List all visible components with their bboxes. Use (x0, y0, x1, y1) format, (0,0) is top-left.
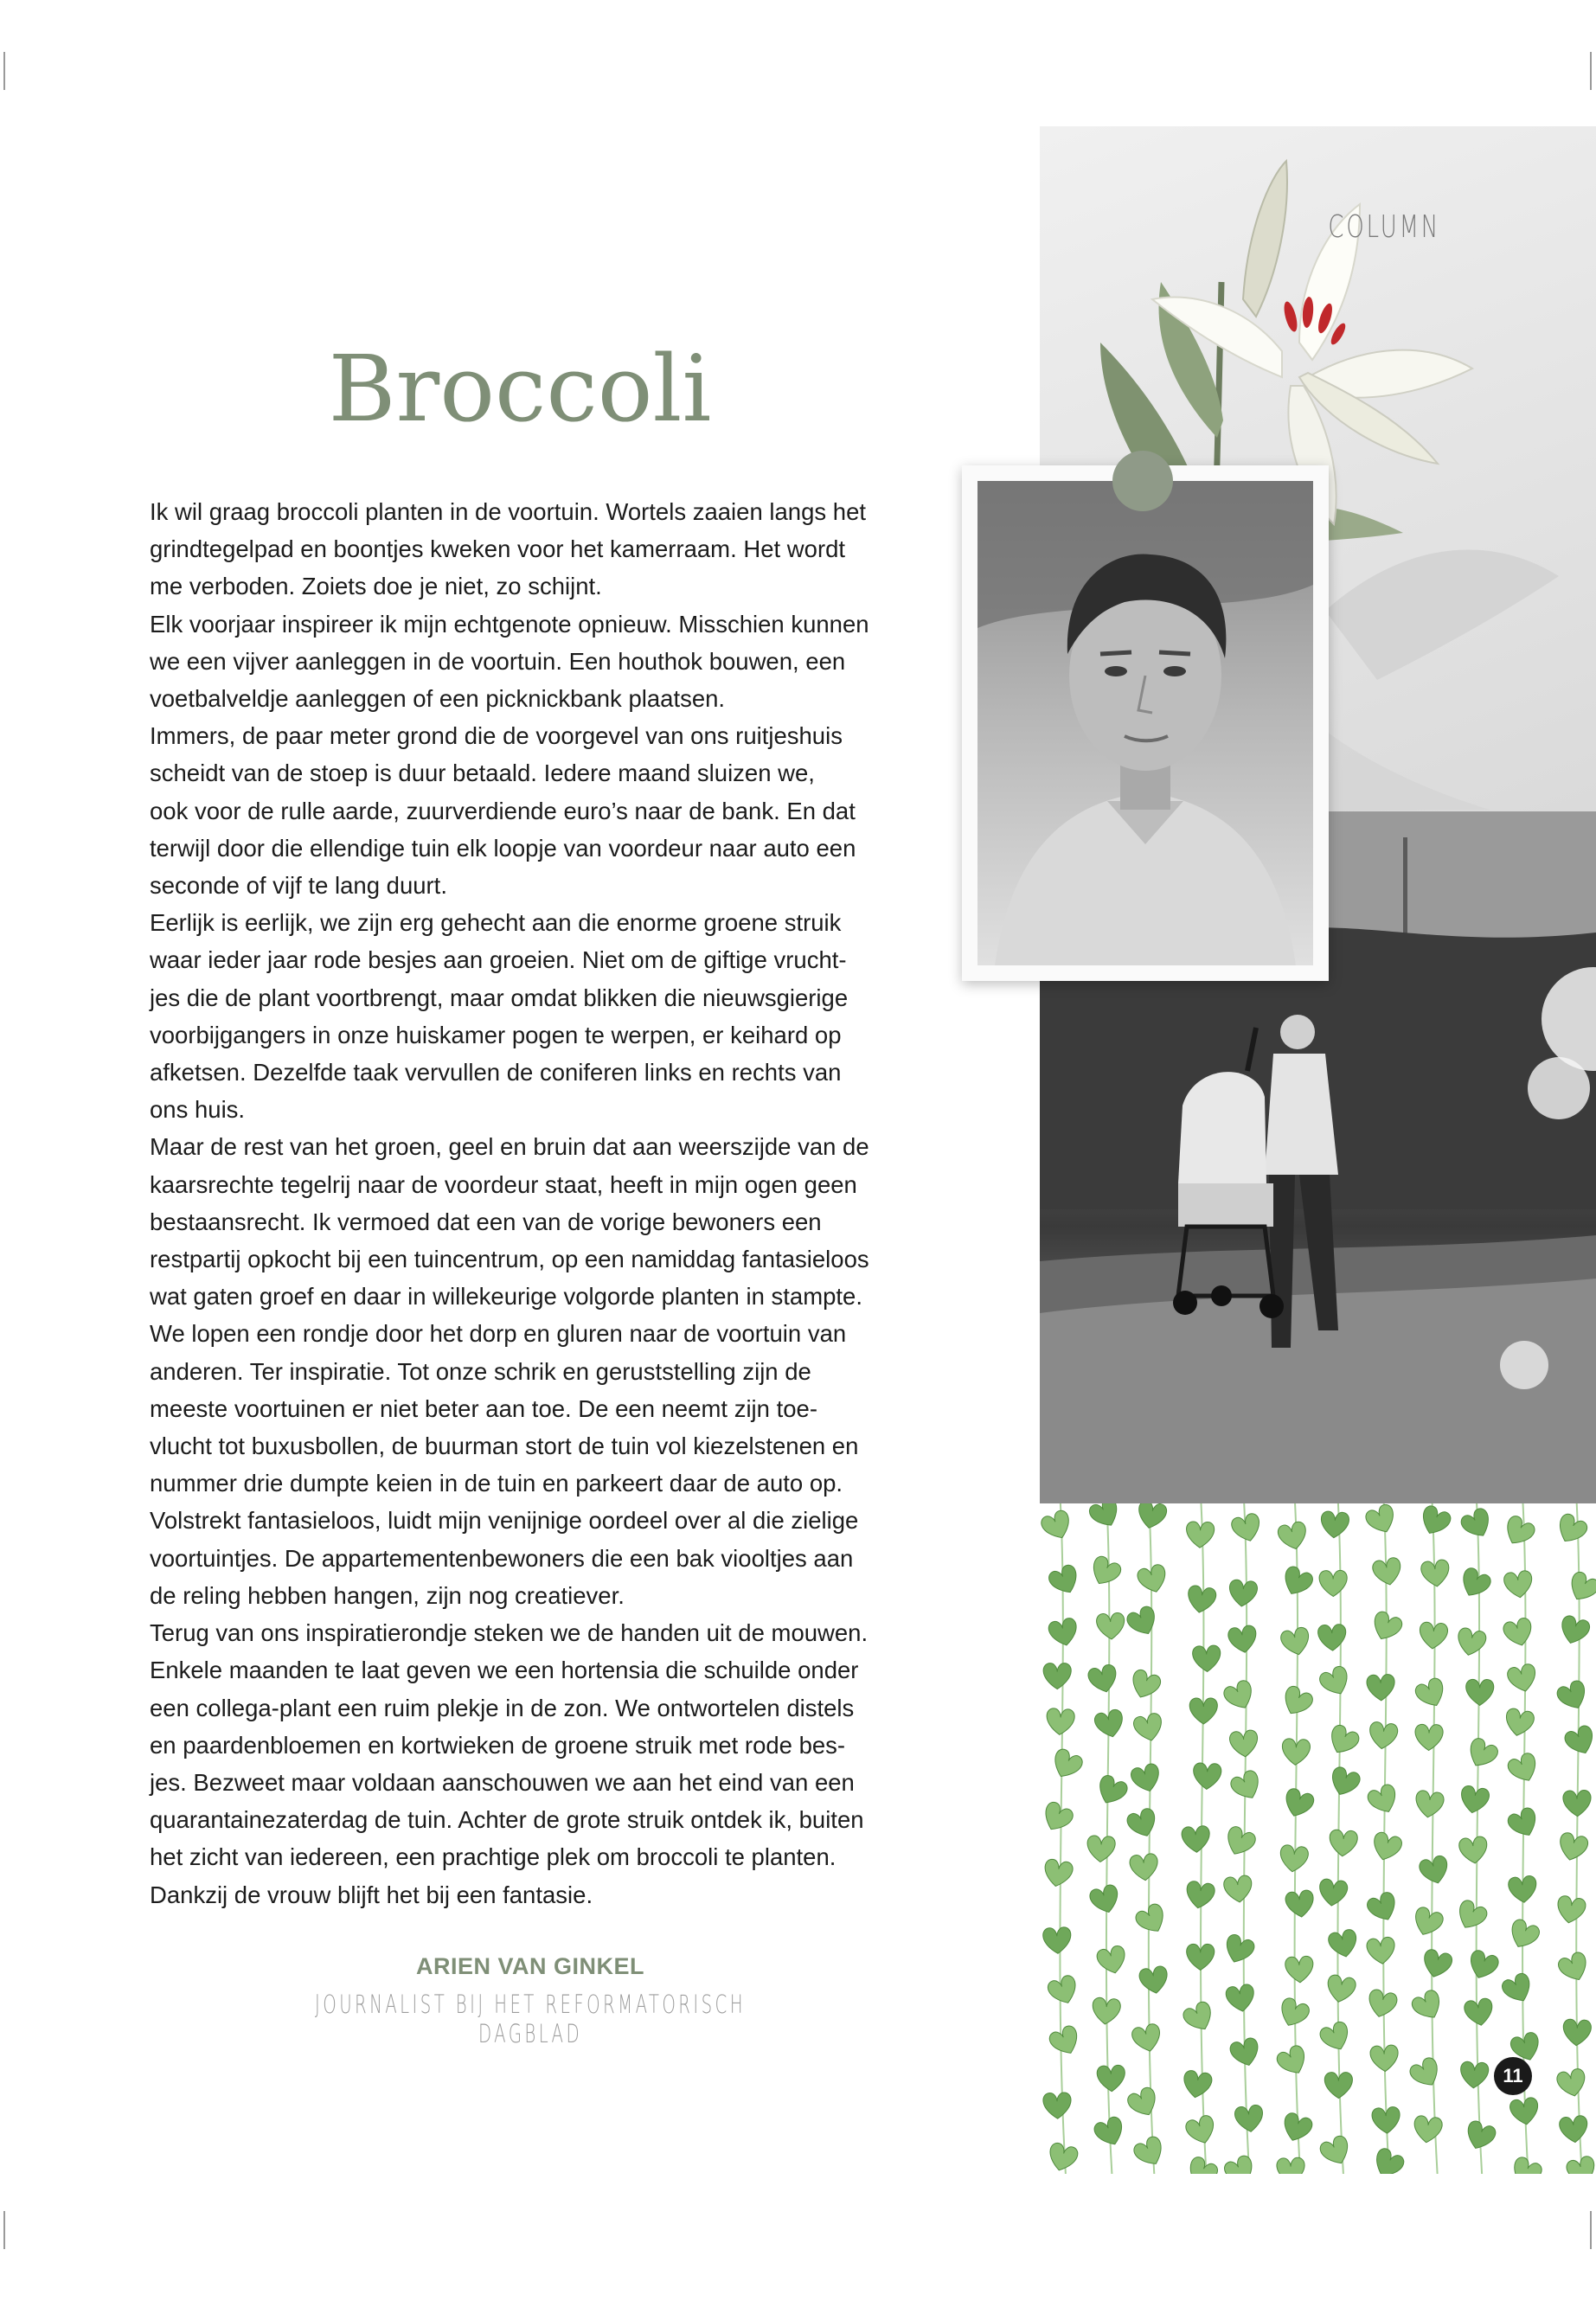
body-line: en paardenbloemen en kortwieken de groene struik met rode bes- (150, 1731, 846, 1759)
body-line: We lopen een rondje door het dorp en gluren naar de voortuin van (150, 1320, 847, 1348)
crop-mark-bottom-right (1590, 2211, 1592, 2249)
body-line: Enkele maanden te laat geven we een hortensia die schuilde onder (150, 1657, 859, 1684)
author-name: ARIEN VAN GINKEL (415, 1953, 644, 1979)
body-line: wat gaten groef en daar in willekeurige volgorde planten in stampte. (150, 1283, 862, 1311)
body-line: restpartij opkocht bij een tuincentrum, op een namiddag fantasieloos (150, 1246, 869, 1273)
body-line: de reling hebben hangen, zijn nog creatiever. (150, 1581, 625, 1609)
body-line: kaarsrechte tegelrij naar de voordeur staat, heeft in mijn ogen geen (150, 1170, 857, 1198)
body-line: Eerlijk is eerlijk, we zijn erg gehecht aan die enorme groene struik (150, 909, 842, 937)
section-label: COLUMN (1328, 209, 1440, 245)
body-line: voorbijgangers in onze huiskamer pogen te werpen, er keihard op (150, 1021, 842, 1048)
body-line: grindtegelpad en boontjes kweken voor het kamerraam. Het wordt (150, 535, 846, 563)
body-line: vlucht tot buxusbollen, de buurman stort de tuin vol kiezelstenen en (150, 1433, 859, 1460)
body-line: het zicht van iedereen, een prachtige plek om broccoli te planten. (150, 1843, 836, 1871)
body-line: terwijl door die ellendige tuin elk loopje van voordeur naar auto een (150, 834, 856, 862)
page-number: 11 (1494, 2057, 1532, 2095)
author-role: JOURNALIST BIJ HET REFORMATORISCH DAGBLAD (315, 1990, 746, 2048)
crop-mark-top-right (1590, 52, 1592, 90)
body-line: bestaansrecht. Ik vermoed dat een van de vorige bewoners een (150, 1208, 822, 1235)
body-line: anderen. Ter inspiratie. Tot onze schrik en geruststelling zijn de (150, 1357, 811, 1385)
body-line: Elk voorjaar inspireer ik mijn echtgenote opnieuw. Misschien kunnen (150, 610, 869, 638)
body-line: afketsen. Dezelfde taak vervullen de coniferen links en rechts van (150, 1059, 842, 1086)
body-line: Dankzij de vrouw blijft het bij een fantasie. (150, 1881, 593, 1908)
article-body (150, 493, 911, 1913)
body-line: Terug van ons inspiratierondje steken we de handen uit de mouwen. (150, 1619, 869, 1647)
body-line: voortuintjes. De appartementenbewoners die een bak viooltjes aan (150, 1544, 854, 1572)
body-line: een collega-plant een ruim plekje in de zon. We ontwortelen distels (150, 1694, 855, 1721)
body-line: quarantainezaterdag de tuin. Achter de grote struik ontdek ik, buiten (150, 1806, 864, 1834)
body-line: Volstrekt fantasieloos, luidt mijn venijnige oordeel over al die zielige (150, 1507, 859, 1535)
body-line: Immers, de paar meter grond die de voorgevel van ons ruitjeshuis (150, 722, 843, 750)
pin-dot (1112, 451, 1173, 511)
body-line: ons huis. (150, 1096, 246, 1124)
body-line: Ik wil graag broccoli planten in de voortuin. Wortels zaaien langs het (150, 498, 867, 525)
body-line: we een vijver aanleggen in de voortuin. Een houthok bouwen, een (150, 647, 846, 675)
body-line: meeste voortuinen er niet beter aan toe. De een neemt zijn toe- (150, 1394, 817, 1422)
body-line: Maar de rest van het groen, geel en bruin dat aan weerszijde van de (150, 1133, 869, 1161)
body-line: nummer drie dumpte keien in de tuin en parkeert daar de auto op. (150, 1470, 843, 1497)
body-line: seconde of vijf te lang duurt. (150, 872, 447, 900)
body-line: voetbalveldje aanleggen of een picknickbank plaatsen. (150, 685, 726, 713)
body-line: waar ieder jaar rode besjes aan groeien. Niet om de giftige vrucht- (150, 946, 847, 974)
portrait-photo (962, 465, 1329, 981)
portrait-illustration (977, 481, 1313, 965)
crop-mark-bottom-left (3, 2211, 5, 2249)
body-line: ook voor de rulle aarde, zuurverdiende euro’s naar de bank. En dat (150, 797, 856, 824)
crop-mark-top-left (3, 52, 5, 90)
body-line: scheidt van de stoep is duur betaald. Iedere maand sluizen we, (150, 760, 815, 787)
article-title: Broccoli (328, 336, 712, 442)
body-line: me verboden. Zoiets doe je niet, zo schijnt. (150, 573, 602, 600)
body-line: jes die de plant voortbrengt, maar omdat blikken die nieuwsgierige (150, 984, 849, 1011)
body-line: jes. Bezweet maar voldaan aanschouwen we aan het eind van een (150, 1768, 855, 1796)
